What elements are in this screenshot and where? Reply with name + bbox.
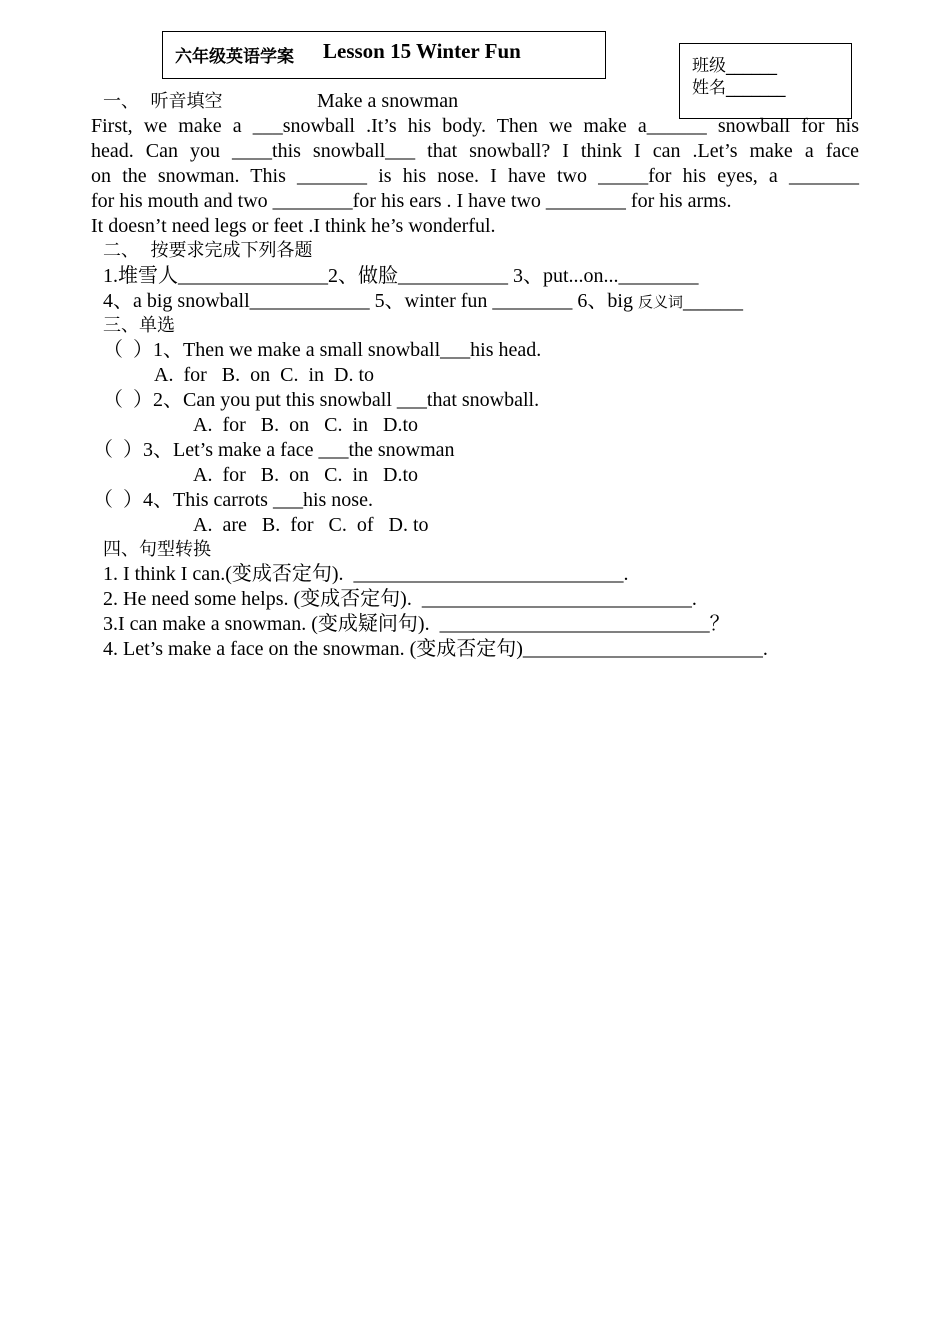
- passage-line-4: for his mouth and two ________for his ears . I have two ________ for his arms.: [91, 190, 732, 212]
- passage-line-5: It doesn’t need legs or feet .I think he’s wonderful.: [91, 215, 496, 237]
- section2-row-1: 1.堆雪人_______________2、做脸___________ 3、put...on...________: [103, 265, 699, 287]
- section4-heading: 四、句型转换: [103, 539, 211, 560]
- section2-row-2-main: 4、a big snowball____________ 5、winter fun ________ 6、big: [103, 290, 638, 312]
- transform-item-2: 2. He need some helps. (变成否定句). ___________________________.: [103, 588, 697, 610]
- question-4-options: A. are B. for C. of D. to: [193, 514, 429, 536]
- section2-row-2: [103, 289, 743, 315]
- student-info-box: [679, 43, 852, 119]
- question-1-options: A. for B. on C. in D. to: [154, 364, 374, 386]
- antonym-label: 反义词________: [637, 293, 743, 311]
- title-box: [162, 31, 606, 79]
- question-2: （ ）2、Can you put this snowball ___that snowball.: [103, 389, 540, 411]
- section1-subtitle: Make a snowman: [317, 90, 459, 112]
- question-3: （ ）3、Let’s make a face ___the snowman: [93, 439, 455, 461]
- question-4: （ ）4、This carrots ___his nose.: [93, 489, 373, 511]
- question-2-options: A. for B. on C. in D.to: [193, 414, 418, 436]
- title-english: Lesson 15 Winter Fun: [323, 39, 521, 63]
- section2-heading: 二、 按要求完成下列各题: [103, 240, 313, 261]
- transform-item-3: 3.I can make a snowman. (变成疑问句). ___________________________？: [103, 613, 730, 635]
- transform-item-4: 4. Let’s make a face on the snowman. (变成否定句)________________________.: [103, 638, 768, 660]
- section1-heading: 一、 听音填空: [103, 91, 223, 112]
- passage-line-3: on the snowman. This _______ is his nose. I have two _____for his eyes, a _______: [91, 165, 859, 187]
- transform-item-1: 1. I think I can.(变成否定句). ___________________________.: [103, 563, 629, 585]
- passage-line-2: head. Can you ____this snowball___ that snowball? I think I can .Let’s make a face: [91, 140, 859, 162]
- name-field: 姓名_______: [692, 78, 786, 98]
- question-3-options: A. for B. on C. in D.to: [193, 464, 418, 486]
- passage-line-1: First, we make a ___snowball .It’s his body. Then we make a______ snowball for his: [91, 115, 859, 137]
- title-chinese: 六年级英语学案: [175, 47, 294, 67]
- class-field: 班级______: [692, 56, 777, 76]
- question-1: （ ）1、Then we make a small snowball___his head.: [103, 339, 542, 361]
- section3-heading: 三、单选: [103, 315, 175, 336]
